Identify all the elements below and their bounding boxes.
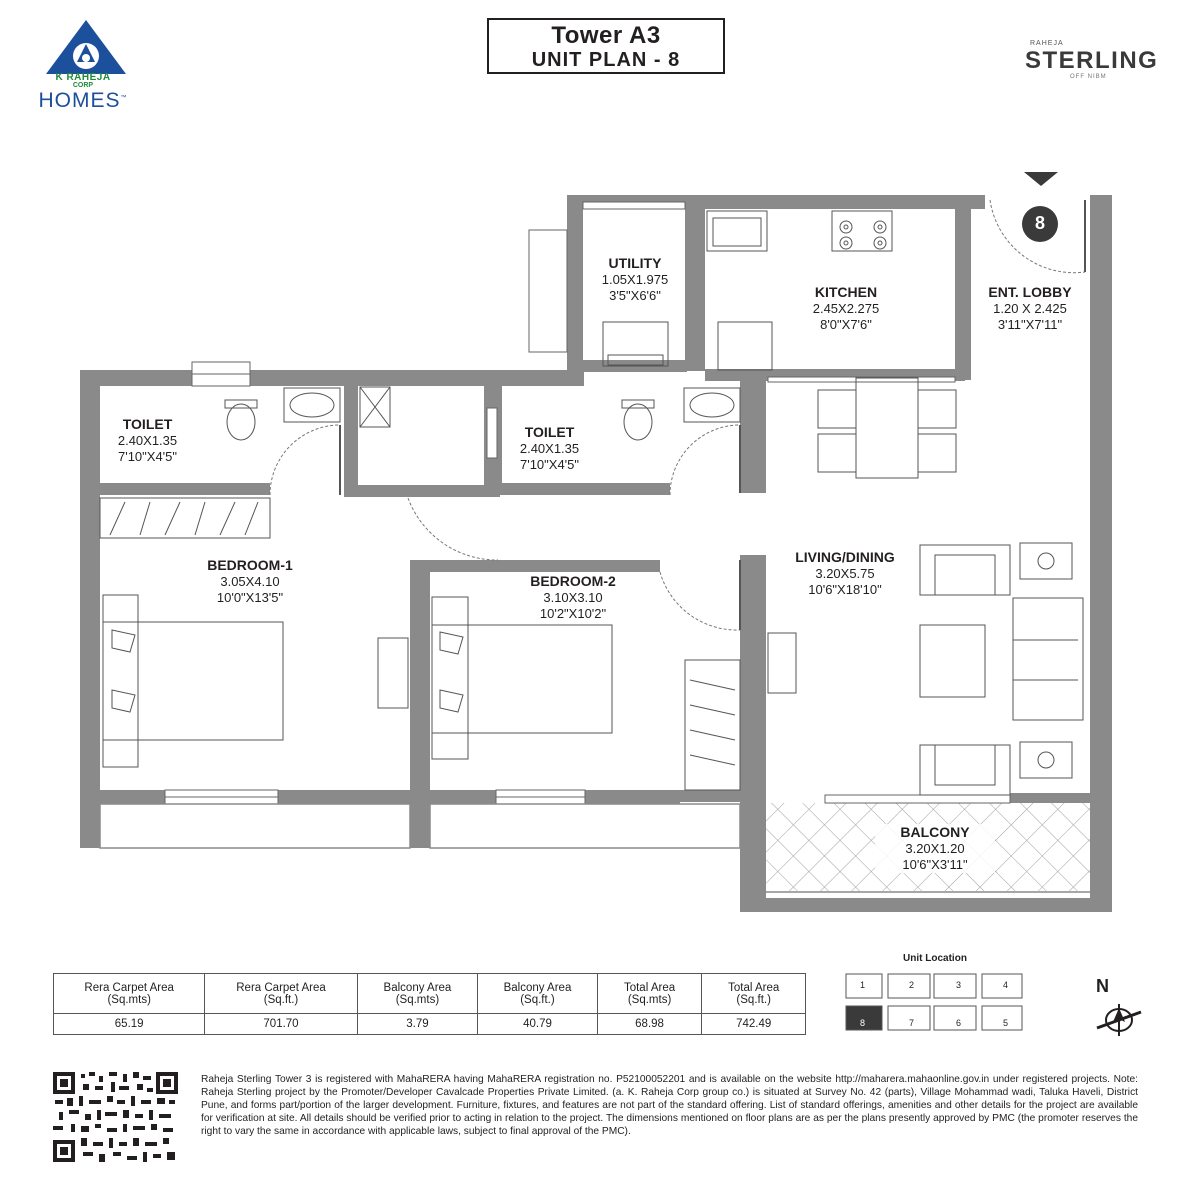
room-toilet2-metric: 2.40X1.35: [519, 441, 580, 456]
room-lobby-metric: 1.20 X 2.425: [993, 301, 1067, 316]
room-bedroom1-metric: 3.05X4.10: [220, 574, 280, 589]
room-ent-lobby: [970, 284, 1090, 333]
unit-location-title: Unit Location: [903, 953, 967, 964]
area-header-cell: Total Area (Sq.mts): [597, 974, 702, 1014]
area-header-cell: Total Area (Sq.ft.): [702, 974, 806, 1014]
room-toilet1-imperial: 7'10"X4'5": [117, 449, 177, 464]
area-value-cell: 701.70: [205, 1014, 357, 1035]
tower-title: Tower A3: [551, 22, 661, 49]
room-balcony-metric: 3.20X1.20: [905, 841, 965, 856]
area-header-cell: Rera Carpet Area (Sq.mts): [54, 974, 205, 1014]
room-toilet1-metric: 2.40X1.35: [117, 433, 178, 448]
project-logo-name: STERLING: [1025, 47, 1159, 74]
room-kitchen-name: KITCHEN: [814, 284, 878, 300]
keyplan-unit-label: 2: [909, 980, 915, 990]
room-utility: [590, 255, 680, 304]
area-value-cell: 3.79: [357, 1014, 478, 1035]
room-bedroom2-metric: 3.10X3.10: [543, 590, 603, 605]
keyplan-unit-label: 3: [956, 980, 962, 990]
unit-plan-title: UNIT PLAN - 8: [531, 49, 681, 71]
area-header-cell: Rera Carpet Area (Sq.ft.): [205, 974, 357, 1014]
keyplan-unit-label-highlighted: 8: [860, 1018, 866, 1028]
room-lobby-name: ENT. LOBBY: [988, 284, 1072, 300]
keyplan-unit-label: 4: [1003, 980, 1009, 990]
room-balcony-imperial: 10'6"X3'11": [902, 857, 968, 872]
room-kitchen: [786, 284, 906, 333]
legal-disclaimer: Raheja Sterling Tower 3 is registered with MahaRERA having MahaRERA registration no. P52100052201 and is available on the website http://maharera.mahaonline.gov.in under registered projects. Note: Raheja Sterling project by the Promoter/Developer Cavalcade Properties Private Limited. (a. K. Raheja Corp group co.) is situated at Survey No. 42 (parts), Village Mohammad wadi, Taluka Haveli, District Pune, and forms part/portion of the larger development. Furniture, fixtures, and features are not part of the standard offering. List of standard offerings, amenities and other details for the project are available for verification at site. All details should be verified prior to acting in relation to the project. The dimensions mentioned on floor plans are as per the plans presently approved by PMC (the promoter reserves the right to vary the same in accordance with applicable laws, subject to final approval of the PMC).: [201, 1074, 1138, 1137]
project-logo-small: RAHEJA: [1030, 40, 1064, 47]
room-toilet1-name: TOILET: [122, 416, 173, 432]
room-bedroom-2: [513, 573, 633, 622]
room-living-name: LIVING/DINING: [795, 549, 895, 565]
area-value-cell: 742.49: [702, 1014, 806, 1035]
room-bedroom2-imperial: 10'2"X10'2": [539, 606, 607, 621]
logo-corp-text: CORP: [72, 82, 94, 89]
room-bedroom-1: [190, 557, 310, 606]
keyplan-unit-label: 6: [956, 1018, 962, 1028]
north-label: N: [1096, 976, 1109, 996]
room-utility-name: UTILITY: [608, 255, 662, 271]
room-balcony-name: BALCONY: [900, 824, 970, 840]
room-utility-imperial: 3'5"X6'6": [609, 288, 661, 303]
dining-set: [818, 378, 956, 478]
room-living-metric: 3.20X5.75: [815, 566, 875, 581]
area-table: [53, 973, 806, 1035]
room-bedroom1-imperial: 10'0"X13'5": [216, 590, 284, 605]
logo-k-raheja-text: K RAHEJA: [55, 72, 111, 83]
unit-badge-number: 8: [1034, 213, 1045, 233]
keyplan-unit-label: 1: [860, 980, 866, 990]
area-value-cell: 68.98: [597, 1014, 702, 1035]
room-utility-metric: 1.05X1.975: [601, 272, 669, 287]
area-value-cell: 65.19: [54, 1014, 205, 1035]
room-living-dining: [775, 549, 915, 598]
room-kitchen-imperial: 8'0"X7'6": [820, 317, 872, 332]
keyplan-unit-label: 7: [909, 1018, 915, 1028]
room-lobby-imperial: 3'11"X7'11": [997, 317, 1063, 332]
compass-icon: [1094, 1000, 1144, 1040]
room-living-imperial: 10'6"X18'10": [808, 582, 882, 597]
room-bedroom1-name: BEDROOM-1: [207, 557, 293, 573]
keyplan-unit-label: 5: [1003, 1018, 1009, 1028]
room-balcony: [875, 824, 995, 873]
qr-code-icon: [53, 1072, 178, 1162]
area-value-cell: 40.79: [478, 1014, 598, 1035]
unit-location-keyplan: [840, 968, 1040, 1038]
toilet-fixtures: [225, 387, 740, 440]
room-toilet-2: [502, 424, 597, 473]
area-header-cell: Balcony Area (Sq.ft.): [478, 974, 598, 1014]
room-toilet2-name: TOILET: [524, 424, 575, 440]
room-kitchen-metric: 2.45X2.275: [812, 301, 880, 316]
area-table-values-row: [54, 1014, 806, 1035]
room-toilet2-imperial: 7'10"X4'5": [519, 457, 579, 472]
room-bedroom2-name: BEDROOM-2: [530, 573, 616, 589]
entrance-arrow-icon: [1024, 172, 1058, 186]
project-logo-tag: OFF NIBM: [1070, 74, 1107, 80]
area-header-cell: Balcony Area (Sq.mts): [357, 974, 478, 1014]
room-toilet-1: [100, 416, 195, 465]
area-table-header-row: [54, 974, 806, 1014]
logo-homes-text: HOMES™: [38, 89, 128, 112]
